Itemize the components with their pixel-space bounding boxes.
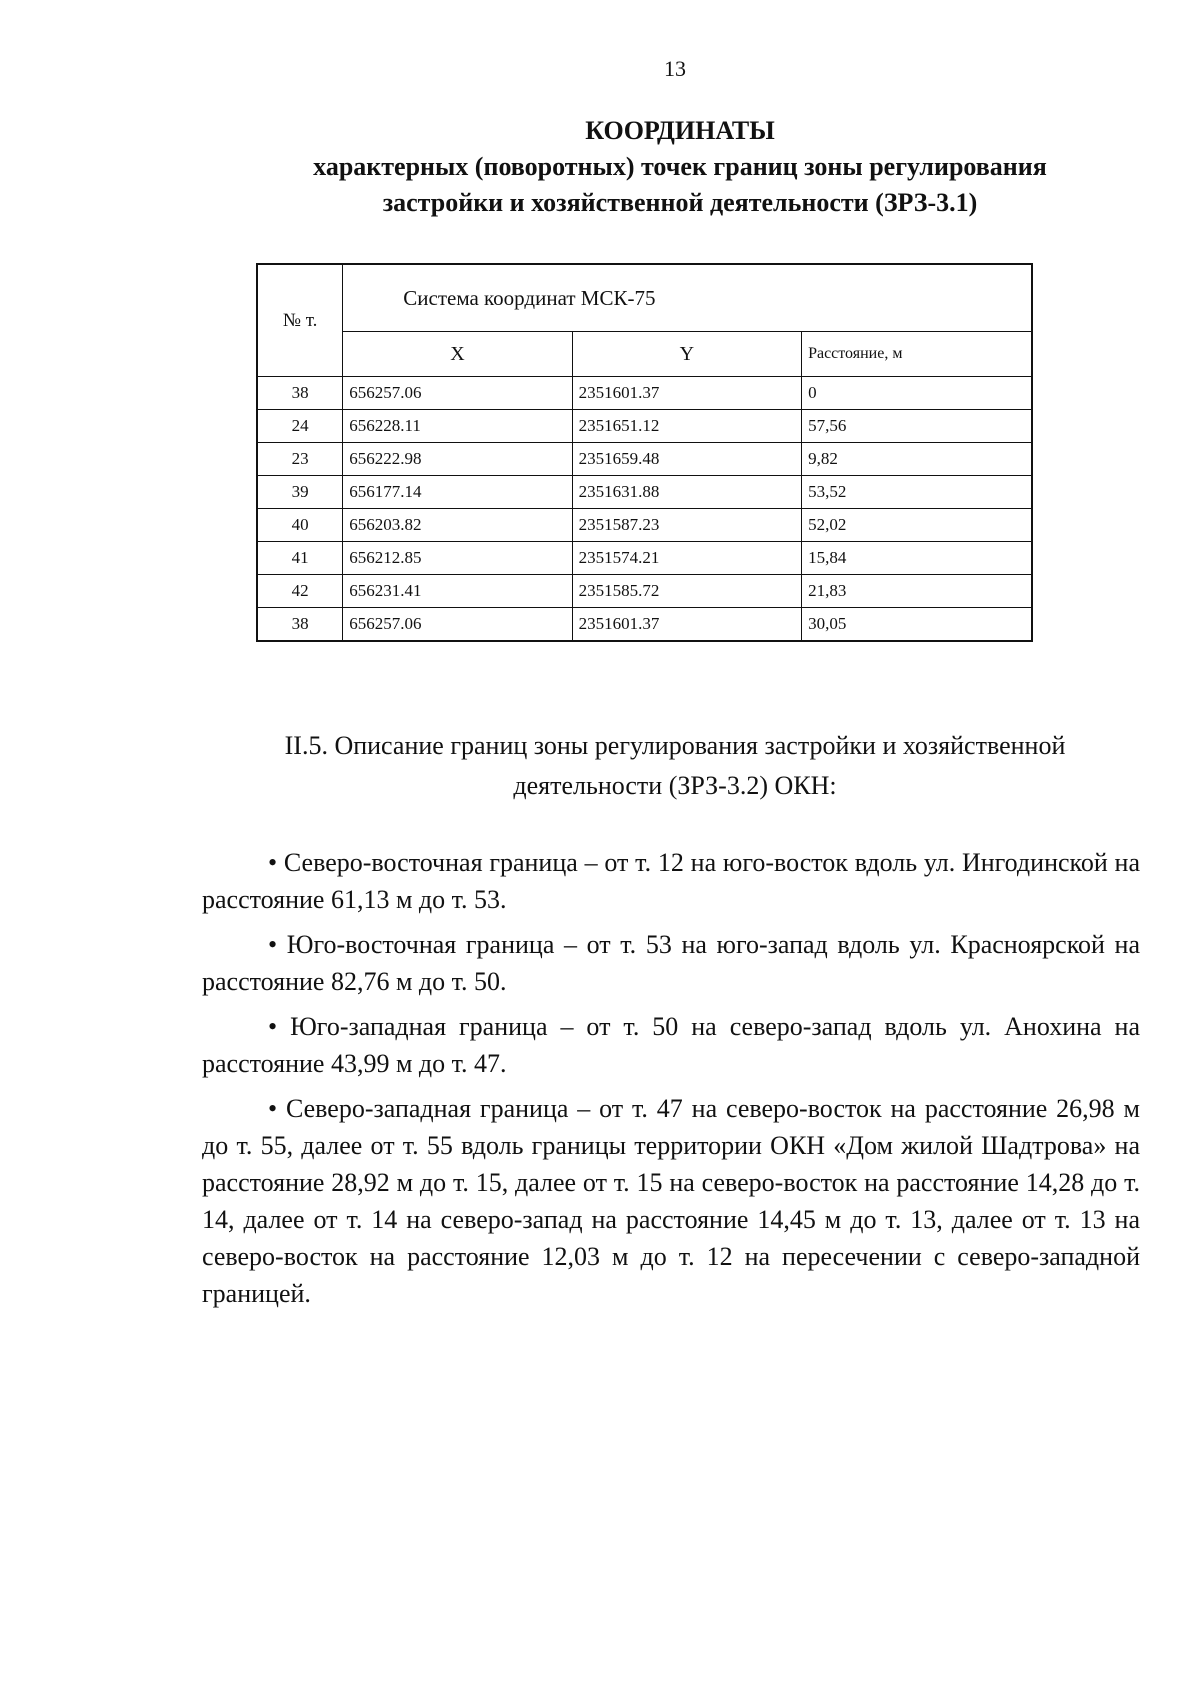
y-value: 2351574.21 [572, 542, 801, 575]
point-number: 24 [257, 410, 343, 443]
page-number: 13 [664, 56, 686, 81]
boundary-description [202, 844, 1140, 1320]
point-number: 38 [257, 608, 343, 642]
distance-value: 30,05 [802, 608, 1032, 642]
x-value: 656177.14 [343, 476, 572, 509]
column-header-x: X [343, 332, 572, 377]
x-value: 656257.06 [343, 377, 572, 410]
coordinates-table [256, 263, 1033, 642]
point-number: 39 [257, 476, 343, 509]
table-row [257, 509, 1032, 542]
paragraph-northeast-boundary: • Северо-восточная граница – от т. 12 на юго-восток вдоль ул. Ингодинской на расстояние 61,13 м до т. 53. [202, 848, 1140, 914]
x-value: 656203.82 [343, 509, 572, 542]
x-value: 656231.41 [343, 575, 572, 608]
table-row [257, 542, 1032, 575]
point-number: 40 [257, 509, 343, 542]
paragraph-southwest-boundary: • Юго-западная граница – от т. 50 на северо-запад вдоль ул. Анохина на расстояние 43,99 м до т. 47. [202, 1012, 1140, 1078]
distance-value: 0 [802, 377, 1032, 410]
point-number: 42 [257, 575, 343, 608]
section-heading-line-1: II.5. Описание границ зоны регулирования застройки и хозяйственной [284, 731, 1066, 760]
section-heading [200, 726, 1150, 806]
distance-value: 57,56 [802, 410, 1032, 443]
table-row [257, 608, 1032, 642]
coordinate-system-header: Система координат МСК-75 [343, 264, 1032, 332]
point-number: 41 [257, 542, 343, 575]
point-number: 23 [257, 443, 343, 476]
paragraph-southeast-boundary: • Юго-восточная граница – от т. 53 на юго-запад вдоль ул. Красноярской на расстояние 82,76 м до т. 50. [202, 930, 1140, 996]
table-row [257, 575, 1032, 608]
table-row [257, 443, 1032, 476]
table-row [257, 476, 1032, 509]
column-header-distance: Расстояние, м [802, 332, 1032, 377]
x-value: 656257.06 [343, 608, 572, 642]
title-line-3: застройки и хозяйственной деятельности (ЗРЗ-3.1) [382, 188, 978, 217]
y-value: 2351587.23 [572, 509, 801, 542]
point-number: 38 [257, 377, 343, 410]
distance-value: 21,83 [802, 575, 1032, 608]
y-value: 2351659.48 [572, 443, 801, 476]
y-value: 2351651.12 [572, 410, 801, 443]
title-line-1: КООРДИНАТЫ [585, 116, 775, 145]
section-heading-line-2: деятельности (ЗРЗ-3.2) ОКН: [513, 771, 837, 800]
document-title [260, 113, 1100, 221]
column-header-y: Y [572, 332, 801, 377]
distance-value: 53,52 [802, 476, 1032, 509]
table-row [257, 410, 1032, 443]
x-value: 656222.98 [343, 443, 572, 476]
x-value: 656228.11 [343, 410, 572, 443]
y-value: 2351631.88 [572, 476, 801, 509]
distance-value: 52,02 [802, 509, 1032, 542]
distance-value: 15,84 [802, 542, 1032, 575]
y-value: 2351601.37 [572, 608, 801, 642]
x-value: 656212.85 [343, 542, 572, 575]
table-row [257, 377, 1032, 410]
paragraph-northwest-boundary: • Северо-западная граница – от т. 47 на северо-восток на расстояние 26,98 м до т. 55, далее от т. 55 вдоль границы территории ОКН «Дом жилой Шадтрова» на расстояние 28,92 м до т. 15, далее от т. 15 на северо-восток на расстояние 14,28 до т. 14, далее от т. 14 на северо-запад на расстояние 14,45 м до т. 13, далее от т. 13 на северо-восток на расстояние 12,03 м до т. 12 на пересечении с северо-западной границей. [202, 1094, 1140, 1308]
title-line-2: характерных (поворотных) точек границ зоны регулирования [313, 152, 1047, 181]
point-number-header: № т. [257, 264, 343, 377]
distance-value: 9,82 [802, 443, 1032, 476]
y-value: 2351585.72 [572, 575, 801, 608]
y-value: 2351601.37 [572, 377, 801, 410]
